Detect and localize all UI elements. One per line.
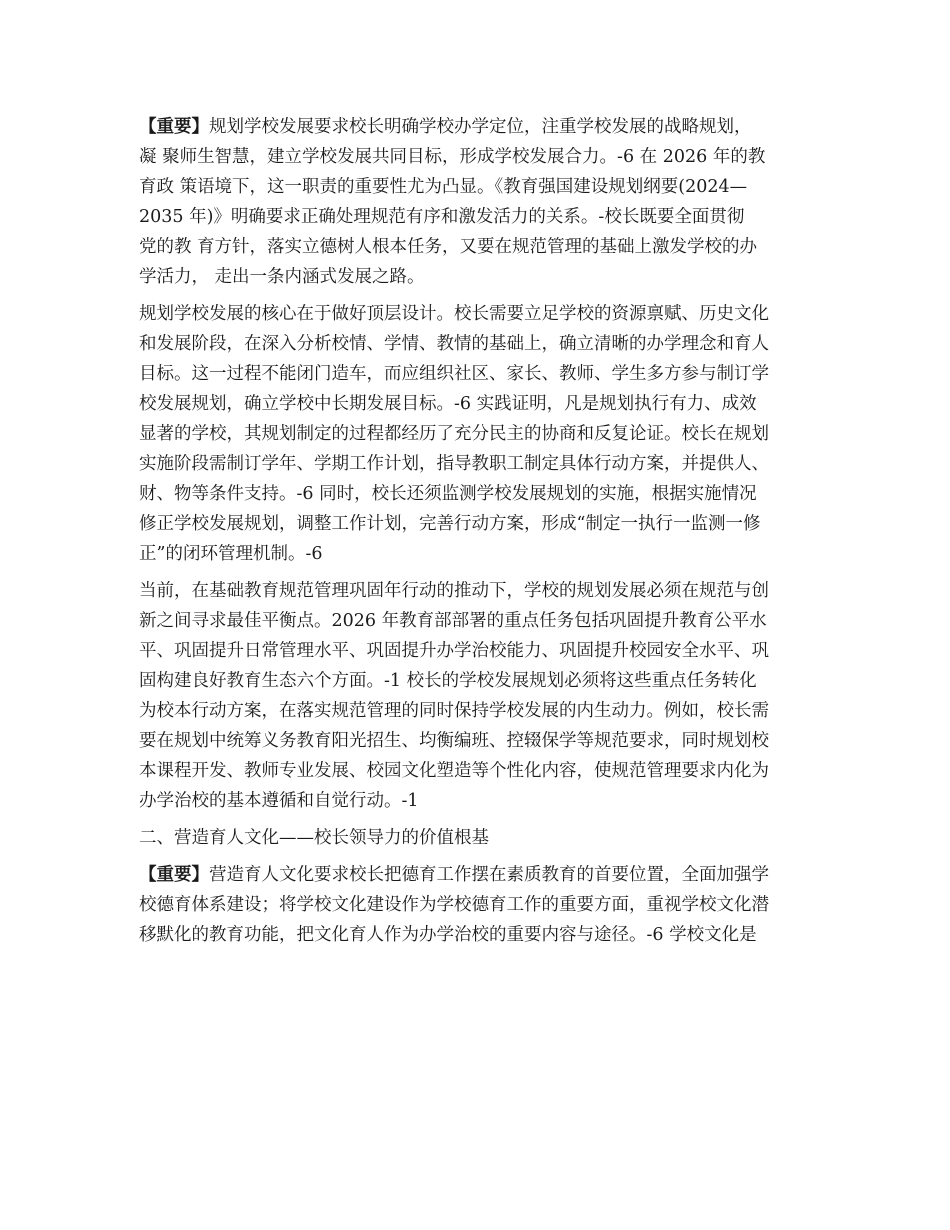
text-line: 实施阶段需制订学年、学期工作计划，指导教职工制定具体行动方案，并提供人、 <box>139 454 769 474</box>
text-line: 修正学校发展规划，调整工作计划，完善行动方案，形成“制定一执行一监测一修 <box>139 514 761 534</box>
text-line: 目标。这一过程不能闭门造车，而应组织社区、家长、教师、学生多方参与制订学 <box>139 364 769 384</box>
text-line: 财、物等条件支持。-6 同时，校长还须监测学校发展规划的实施，根据实施情况 <box>139 484 757 504</box>
text-line: 党的教 育方针，落实立德树人根本任务，又要在规范管理的基础上激发学校的办 <box>139 237 758 257</box>
text-line: 2035 年)》明确要求正确处理规范有序和激发活力的关系。-校长既要全面贯彻 <box>139 207 745 227</box>
text-line: 校发展规划，确立学校中长期发展目标。-6 实践证明，凡是规划执行有力、成效 <box>139 394 757 414</box>
text-line: 办学治校的基本遵循和自觉行动。-1 <box>139 791 419 811</box>
text-line: 固构建良好教育生态六个方面。-1 校长的学校发展规划必须将这些重点任务转化 <box>139 671 757 691</box>
text-line: 要在规划中统筹义务教育阳光招生、均衡编班、控辍保学等规范要求，同时规划校 <box>139 731 769 751</box>
paragraph-4 <box>139 860 815 950</box>
text-line: 显著的学校，其规划制定的过程都经历了充分民主的协商和反复论证。校长在规划 <box>139 424 769 444</box>
text-line: 为校本行动方案，在落实规范管理的同时保持学校发展的内生动力。例如，校长需 <box>139 701 769 721</box>
text-line: 当前，在基础教育规范管理巩固年行动的推动下，学校的规划发展必须在规范与创 <box>139 581 769 601</box>
text-line: 正”的闭环管理机制。-6 <box>139 544 323 564</box>
document-page <box>139 112 815 957</box>
important-tag: 【重要】 <box>139 865 209 885</box>
text-line: 本课程开发、教师专业发展、校园文化塑造等个性化内容，使规范管理要求内化为 <box>139 761 769 781</box>
paragraph-3 <box>139 576 815 816</box>
paragraph-2 <box>139 299 815 569</box>
text-line: 凝 聚师生智慧，建立学校发展共同目标，形成学校发展合力。-6 在 2026 年的教 <box>139 147 766 167</box>
text-line: 育政 策语境下，这一职责的重要性尤为凸显。《教育强国建设规划纲要(2024— <box>139 177 748 197</box>
text-line: 移默化的教育功能，把文化育人作为办学治校的重要内容与途径。-6 学校文化是 <box>139 925 757 945</box>
important-tag: 【重要】 <box>139 117 209 137</box>
text-line: 规划学校发展的核心在于做好顶层设计。校长需要立足学校的资源禀赋、历史文化 <box>139 304 769 324</box>
section-heading: 二、营造育人文化——校长领导力的价值根基 <box>139 828 489 848</box>
text-line: 【重要】规划学校发展要求校长明确学校办学定位，注重学校发展的战略规划， <box>139 117 752 137</box>
text-line: 新之间寻求最佳平衡点。2026 年教育部部署的重点任务包括巩固提升教育公平水 <box>139 611 767 631</box>
paragraph-1 <box>139 112 815 292</box>
text-line: 校德育体系建设；将学校文化建设作为学校德育工作的重要方面，重视学校文化潜 <box>139 895 769 915</box>
text-line: 学活力， 走出一条内涵式发展之路。 <box>139 267 425 287</box>
text-line: 和发展阶段，在深入分析校情、学情、教情的基础上，确立清晰的办学理念和育人 <box>139 334 769 354</box>
text-line: 【重要】营造育人文化要求校长把德育工作摆在素质教育的首要位置，全面加强学 <box>139 865 769 885</box>
text-line: 平、巩固提升日常管理水平、巩固提升办学治校能力、巩固提升校园安全水平、巩 <box>139 641 769 661</box>
